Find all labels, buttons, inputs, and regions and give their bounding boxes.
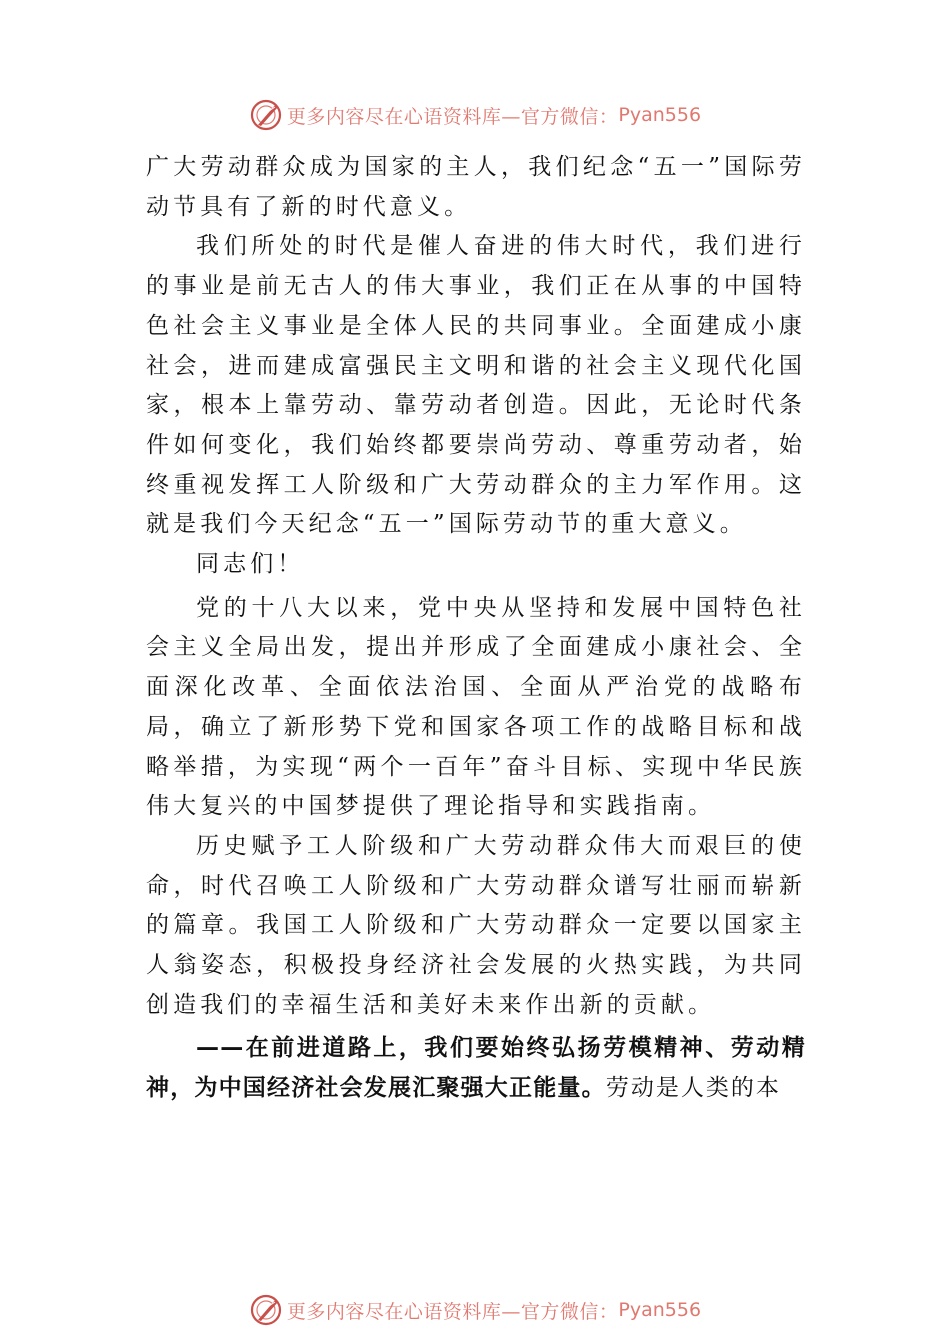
banner-wechat-id: Pyan556 [618, 104, 702, 126]
banner-text: 更多内容尽在心语资料库—官方微信： [286, 105, 619, 128]
paragraph-5: 历史赋予工人阶级和广大劳动群众伟大而艰巨的使命，时代召唤工人阶级和广大劳动群众谱写壮丽而崭新的篇章。我国工人阶级和广大劳动群众一定要以国家主人翁姿态，积极投身经济社会发展的火热实践，为共同创造我们的幸福生活和美好未来作出新的贡献。 [146, 832, 806, 1018]
paragraph-2: 我们所处的时代是催人奋进的伟大时代，我们进行的事业是前无古人的伟大事业，我们正在从事的中国特色社会主义事业是全体人民的共同事业。全面建成小康社会，进而建成富强民主文明和谐的社会主义现代化国家，根本上靠劳动、靠劳动者创造。因此，无论时代条件如何变化，我们始终都要崇尚劳动、尊重劳动者，始终重视发挥工人阶级和广大劳动群众的主力军作用。这就是我们今天纪念“五一”国际劳动节的重大意义。 [146, 233, 806, 538]
paragraph-3: 同志们！ [196, 551, 305, 578]
header-banner [0, 93, 950, 137]
paragraph-6-rest: 劳动是人类的本 [605, 1075, 781, 1102]
footer-banner [0, 1288, 950, 1332]
paragraph-1: 广大劳动群众成为国家的主人，我们纪念“五一”国际劳动节具有了新的时代意义。 [146, 154, 806, 220]
paragraph-6 [146, 1029, 806, 1108]
paragraph-4: 党的十八大以来，党中央从坚持和发展中国特色社会主义全局出发，提出并形成了全面建成小康社会、全面深化改革、全面依法治国、全面从严治党的战略布局，确立了新形势下党和国家各项工作的战略目标和战略举措，为实现“两个一百年”奋斗目标、实现中华民族伟大复兴的中国梦提供了理论指导和实践指南。 [146, 594, 806, 820]
quill-seal-icon [249, 98, 283, 132]
paragraph-6-bold: ——在前进道路上，我们要始终弘扬劳模精神、劳动精神，为中国经济社会发展汇聚强大正能量。 [146, 1035, 806, 1102]
banner-text: 更多内容尽在心语资料库—官方微信： [286, 1300, 619, 1323]
banner-wechat-id: Pyan556 [618, 1299, 702, 1321]
quill-seal-icon [249, 1293, 283, 1327]
document-body [146, 148, 806, 1109]
